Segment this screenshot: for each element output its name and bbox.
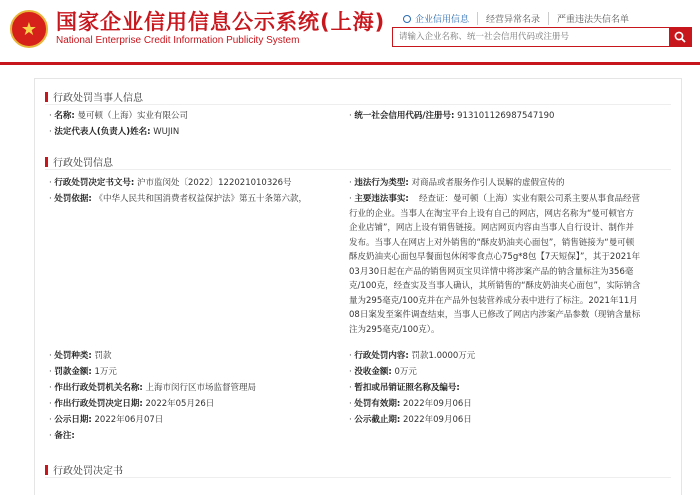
- field-label: 行政处罚内容:: [354, 351, 409, 361]
- section-label: 行政处罚信息: [53, 158, 113, 169]
- section-decision-title: [45, 462, 123, 477]
- search-button[interactable]: [669, 28, 691, 46]
- license-row: · 暂扣或吊销证照名称及编号:: [349, 383, 460, 393]
- section-label: 行政处罚决定书: [53, 466, 123, 477]
- fine-amount-row: · 罚款金额: 1万元: [49, 367, 117, 377]
- national-emblem-icon: ★: [10, 10, 48, 48]
- nav-serious-violation-list[interactable]: [549, 12, 637, 25]
- field-label: 公示截止期:: [354, 415, 401, 425]
- field-label: 作出行政处罚决定日期:: [54, 399, 143, 409]
- field-value: 2022年05月26日: [145, 399, 215, 409]
- field-label: 罚款金额:: [54, 367, 92, 377]
- search-input[interactable]: [393, 28, 669, 46]
- section-marker: [45, 157, 48, 167]
- search-bar: [392, 27, 692, 47]
- publish-deadline-row: · 公示截止期: 2022年09月06日: [349, 415, 472, 425]
- field-value: 1万元: [94, 367, 117, 377]
- site-header: [0, 0, 700, 65]
- nav-label: 严重违法失信名单: [557, 15, 630, 25]
- nav-label: 经营异常名录: [486, 15, 541, 25]
- field-value: 2022年09月06日: [403, 415, 472, 425]
- field-label: 法定代表人(负责人)姓名:: [54, 127, 151, 137]
- field-label: 公示日期:: [54, 415, 92, 425]
- party-name-row: · 名称: 曼可顿（上海）实业有限公司: [49, 111, 189, 121]
- field-value: 2022年06月07日: [94, 415, 164, 425]
- field-label: 处罚有效期:: [354, 399, 401, 409]
- field-label: 没收金额:: [354, 367, 392, 377]
- top-nav: [395, 12, 637, 25]
- section-party-title: [45, 89, 143, 104]
- field-value: 0万元: [394, 367, 417, 377]
- authority-row: · 作出行政处罚机关名称: 上海市闵行区市场监督管理局: [49, 383, 257, 393]
- decision-no-row: · 行政处罚决定书文号: 沪市监闵处〔2022〕122021010326号: [49, 178, 292, 188]
- valid-period-row: · 处罚有效期: 2022年09月06日: [349, 399, 472, 409]
- section-marker: [45, 92, 48, 102]
- site-title: 国家企业信用信息公示系统(上海): [56, 10, 386, 34]
- field-value: 对商品或者服务作引人误解的虚假宣传的: [411, 178, 565, 188]
- nav-enterprise-credit[interactable]: [395, 12, 478, 25]
- confiscation-row: · 没收金额: 0万元: [349, 367, 417, 377]
- penalty-content-row: · 行政处罚内容: 罚款1.0000万元: [349, 351, 476, 361]
- field-label: 主要违法事实:: [354, 194, 409, 204]
- section-penalty-title: [45, 154, 113, 169]
- section-marker: [45, 465, 48, 475]
- field-value: 上海市闵行区市场监督管理局: [145, 383, 257, 393]
- field-label: 处罚依据:: [54, 194, 92, 204]
- field-value: 罚款1.0000万元: [411, 351, 476, 361]
- field-value: 沪市监闵处〔2022〕122021010326号: [137, 178, 292, 188]
- field-value: 曼可顿（上海）实业有限公司: [77, 111, 189, 121]
- remark-row: · 备注:: [49, 431, 75, 441]
- publish-date-row: · 公示日期: 2022年06月07日: [49, 415, 164, 425]
- legal-rep-row: · 法定代表人(负责人)姓名: WUJIN: [49, 127, 180, 137]
- divider: [45, 104, 671, 105]
- site-subtitle: National Enterprise Credit Information Publicity System: [56, 35, 300, 46]
- section-label: 行政处罚当事人信息: [53, 93, 143, 104]
- field-label: 作出行政处罚机关名称:: [54, 383, 143, 393]
- decision-date-row: · 作出行政处罚决定日期: 2022年05月26日: [49, 399, 215, 409]
- field-label: 行政处罚决定书文号:: [54, 178, 135, 188]
- field-value: WUJIN: [153, 127, 180, 137]
- nav-abnormal-list[interactable]: [478, 12, 549, 25]
- penalty-basis-row: · 处罚依据: 《中华人民共和国消费者权益保护法》第五十条第六款，: [49, 194, 308, 204]
- detail-panel: [34, 78, 682, 495]
- penalty-kind-row: · 处罚种类: 罚款: [49, 351, 112, 361]
- uscc-row: · 统一社会信用代码/注册号: 913101126987547190: [349, 111, 555, 121]
- field-label: 备注:: [54, 431, 75, 441]
- violation-type-row: · 违法行为类型: 对商品或者服务作引人误解的虚假宣传的: [349, 178, 565, 188]
- divider: [45, 477, 671, 478]
- field-label: 统一社会信用代码/注册号:: [354, 111, 455, 121]
- main-facts-text: 经查证：曼可顿（上海）实业有限公司系主要从事食品经营行业的企业。当事人在淘宝平台上设有自己的网店，网店名称为“曼可顿官方企业店铺”，网店上设有销售链接。网店网页内容由当事人自行设计、制作并发布。当事人在网店上对外销售的“酥皮奶油夹心面包”，销售链接为“曼可顿酥皮奶油夹心面包早餐面包休闲零食点心75g*8包【7天短保】”，其于2021年03月30日起在产品的销售网页宝贝详情中将涉案产品的钠含量标注为356毫克/100克，经查实及当事人确认，其所销售的“酥皮奶油夹心面包”，实际钠含量为295毫克/100克并在产品外包装营养成分表中进行了标注。2021年11月08日案发至案件调查结束，当事人已修改了网店内涉案产品参数（现钠含量标注为295毫克/100克）。: [349, 194, 641, 335]
- logo[interactable]: [10, 10, 385, 48]
- circle-icon: [403, 15, 411, 23]
- nav-label: 企业信用信息: [415, 15, 470, 25]
- field-value: 2022年09月06日: [403, 399, 472, 409]
- field-value: 913101126987547190: [457, 111, 555, 121]
- search-icon: [674, 31, 686, 43]
- field-label: 处罚种类:: [54, 351, 92, 361]
- field-label: 违法行为类型:: [354, 178, 409, 188]
- divider: [45, 169, 671, 170]
- main-facts-label-row: · 主要违法事实:: [349, 194, 409, 204]
- field-value: 《中华人民共和国消费者权益保护法》第五十条第六款，: [94, 194, 308, 204]
- field-label: 暂扣或吊销证照名称及编号:: [354, 383, 460, 393]
- field-value: 罚款: [94, 351, 112, 361]
- field-label: 名称:: [54, 111, 75, 121]
